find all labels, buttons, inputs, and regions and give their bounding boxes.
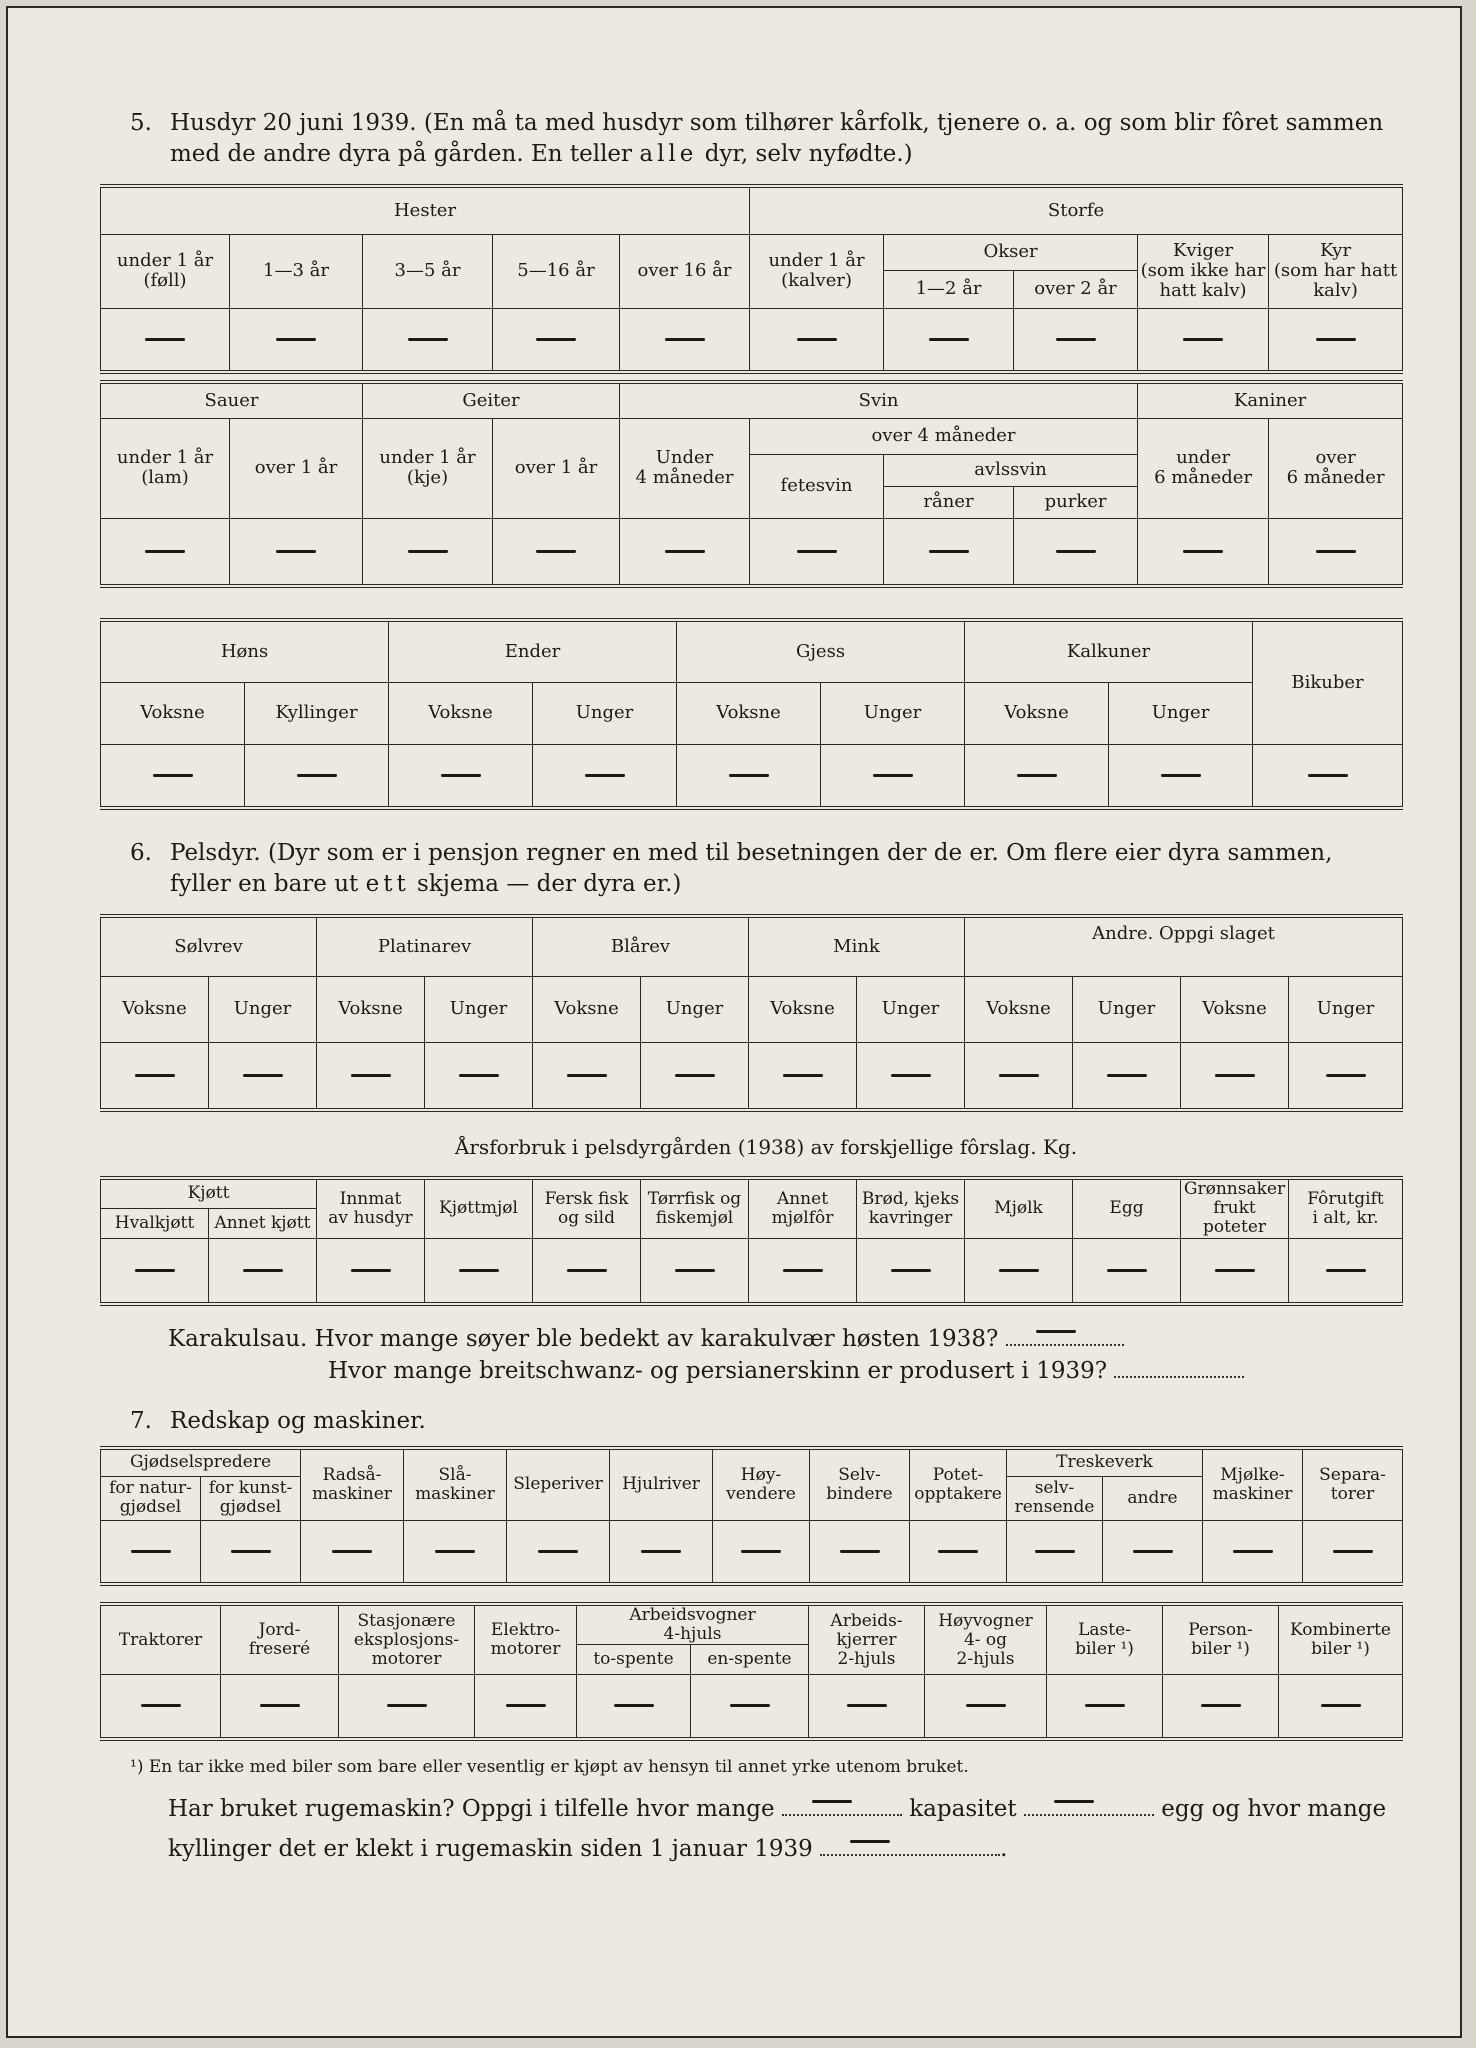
col-sleperiver: Sleperiver: [507, 1448, 610, 1520]
cell-entry[interactable]: [620, 308, 750, 372]
col-traktorer: Traktorer: [101, 1604, 221, 1675]
header-hester: Hester: [101, 186, 750, 234]
section-5-line2-spaced: alle: [639, 141, 698, 167]
blank-mark: [243, 1269, 283, 1272]
cell-entry[interactable]: [965, 744, 1109, 808]
blank-mark: [1215, 1074, 1255, 1077]
blank-mark: [840, 1550, 880, 1553]
blank-mark: [1107, 1269, 1147, 1272]
col-1-3: 1—3 år: [230, 234, 363, 308]
karakul-q1: [168, 1324, 1398, 1354]
cell-entry[interactable]: [1203, 1520, 1303, 1584]
cell-entry[interactable]: [910, 1520, 1007, 1584]
blank-mark: [459, 1074, 499, 1077]
col-over16: over 16 år: [620, 234, 750, 308]
blank-mark: [260, 1704, 300, 1707]
col-voksne: Voksne: [1181, 976, 1289, 1042]
col-potetopptakere: Potet- opptakere: [910, 1448, 1007, 1520]
header-geiter: Geiter: [363, 382, 620, 418]
blank-mark: [614, 1704, 654, 1707]
section-5-number: 5.: [130, 110, 152, 136]
blank-mark: [1326, 1269, 1366, 1272]
ruge-period: .: [1000, 1836, 1008, 1862]
cell-entry[interactable]: [209, 1238, 317, 1304]
cell-entry[interactable]: [677, 744, 821, 808]
blank-mark: [850, 1840, 890, 1843]
col-kyr: Kyr (som har hatt kalv): [1269, 234, 1403, 308]
cell-entry[interactable]: [620, 518, 750, 586]
header-sauer: Sauer: [101, 382, 363, 418]
col-gronnsaker: Grønnsaker frukt poteter: [1181, 1178, 1289, 1238]
blank-mark: [408, 550, 448, 553]
col-lastebiler: Laste- biler ¹): [1047, 1604, 1163, 1675]
cell-entry[interactable]: [1181, 1238, 1289, 1304]
blank-mark: [506, 1704, 546, 1707]
blank-mark: [665, 550, 705, 553]
cell-entry[interactable]: [884, 518, 1014, 586]
blank-mark: [797, 550, 837, 553]
cell-entry[interactable]: [749, 1238, 857, 1304]
header-kjott: Kjøtt: [101, 1178, 317, 1208]
section-5-text: [130, 108, 1402, 170]
blank-mark: [131, 1550, 171, 1553]
blank-mark: [730, 1704, 770, 1707]
col-unger: Unger: [1073, 976, 1181, 1042]
section-6-line2b: skjema — der dyra er.): [417, 871, 682, 897]
fur-animals-table: [100, 914, 1403, 1112]
cell-entry[interactable]: [221, 1675, 339, 1739]
blank-mark: [929, 550, 969, 553]
cell-entry[interactable]: [101, 518, 230, 586]
cell-entry[interactable]: [1163, 1675, 1279, 1739]
blank-mark: [1215, 1269, 1255, 1272]
col-ender-unger: Unger: [533, 682, 677, 744]
cell-entry[interactable]: [857, 1238, 965, 1304]
ruge-kapasitet: kapasitet: [909, 1796, 1017, 1822]
blank-mark: [536, 338, 576, 341]
col-slamaskiner: Slå- maskiner: [404, 1448, 507, 1520]
cell-entry[interactable]: [750, 308, 884, 372]
livestock-table-sheep-goats-pigs: [100, 380, 1403, 588]
cell-entry[interactable]: [1289, 1238, 1403, 1304]
col-mjolk: Mjølk: [965, 1178, 1073, 1238]
cell-entry[interactable]: [810, 1520, 910, 1584]
col-hjulriver: Hjulriver: [610, 1448, 713, 1520]
col-egg: Egg: [1073, 1178, 1181, 1238]
header-bikuber: Bikuber: [1253, 620, 1403, 744]
cell-entry[interactable]: [209, 1042, 317, 1110]
blank-mark: [783, 1074, 823, 1077]
cell-entry[interactable]: [691, 1675, 809, 1739]
col-raner: råner: [884, 486, 1014, 518]
col-unger: Unger: [1289, 976, 1403, 1042]
col-annet-mjolfor: Annet mjølfôr: [749, 1178, 857, 1238]
blank-mark: [351, 1074, 391, 1077]
blank-mark: [1321, 1704, 1361, 1707]
col-voksne: Voksne: [317, 976, 425, 1042]
cell-entry[interactable]: [1014, 308, 1138, 372]
cell-entry[interactable]: [1073, 1238, 1181, 1304]
cell-entry[interactable]: [1109, 744, 1253, 808]
cell-entry[interactable]: [1269, 308, 1403, 372]
blank-mark: [145, 338, 185, 341]
cell-entry[interactable]: [857, 1042, 965, 1110]
cell-entry[interactable]: [425, 1042, 533, 1110]
blank-mark: [665, 338, 705, 341]
header-svin: Svin: [620, 382, 1138, 418]
cell-entry[interactable]: [1073, 1042, 1181, 1110]
col-jordfresere: Jord- freseré: [221, 1604, 339, 1675]
blank-mark: [1017, 774, 1057, 777]
footnote: ¹) En tar ikke med biler som bare eller vesentlig er kjøpt av hensyn til annet yrke utenom bruket.: [130, 1757, 969, 1777]
cell-entry[interactable]: [884, 308, 1014, 372]
cell-entry[interactable]: [230, 518, 363, 586]
col-brod: Brød, kjeks kavringer: [857, 1178, 965, 1238]
cell-entry[interactable]: [533, 1042, 641, 1110]
header-andre: Andre. Oppgi slaget: [965, 916, 1403, 976]
col-kalver: under 1 år (kalver): [750, 234, 884, 308]
header-solvrev: Sølvrev: [101, 916, 317, 976]
col-to-spente: to-spente: [577, 1645, 691, 1675]
col-kyllinger: Kyllinger: [245, 682, 389, 744]
header-okser: Okser: [884, 234, 1138, 270]
col-kjottmjol: Kjøttmjøl: [425, 1178, 533, 1238]
rugemaskin-line2: [168, 1834, 1402, 1864]
cell-entry[interactable]: [101, 1520, 201, 1584]
cell-entry[interactable]: [317, 1238, 425, 1304]
col-personbiler: Person- biler ¹): [1163, 1604, 1279, 1675]
blank-mark: [1056, 338, 1096, 341]
cell-entry[interactable]: [1138, 308, 1269, 372]
blank-mark: [1316, 550, 1356, 553]
blank-mark: [812, 1800, 852, 1803]
blank-mark: [297, 774, 337, 777]
col-kalkuner-unger: Unger: [1109, 682, 1253, 744]
cell-entry[interactable]: [925, 1675, 1047, 1739]
blank-mark: [741, 1550, 781, 1553]
section-5-line2a: med de andre dyra på gården. En teller: [170, 141, 633, 167]
ruge-count-answer[interactable]: [782, 1794, 902, 1816]
blank-mark: [1183, 550, 1223, 553]
blank-mark: [387, 1704, 427, 1707]
col-gjess-unger: Unger: [821, 682, 965, 744]
blank-mark: [135, 1269, 175, 1272]
col-naturgjodsel: for natur- gjødsel: [101, 1476, 201, 1520]
col-annet-kjott: Annet kjøtt: [209, 1208, 317, 1238]
col-kunstgjodsel: for kunst- gjødsel: [201, 1476, 301, 1520]
cell-entry[interactable]: [641, 1042, 749, 1110]
blank-mark: [1161, 774, 1201, 777]
blank-mark: [351, 1269, 391, 1272]
header-arbeidsvogner: Arbeidsvogner 4-hjuls: [577, 1604, 809, 1645]
blank-mark: [567, 1074, 607, 1077]
blank-mark: [891, 1074, 931, 1077]
col-geit-over1: over 1 år: [493, 418, 620, 518]
col-hvalkjott: Hvalkjøtt: [101, 1208, 209, 1238]
cell-entry[interactable]: [339, 1675, 475, 1739]
col-voksne: Voksne: [533, 976, 641, 1042]
cell-entry[interactable]: [317, 1042, 425, 1110]
col-fersk-fisk: Fersk fisk og sild: [533, 1178, 641, 1238]
blank-mark: [1035, 1550, 1075, 1553]
blank-mark: [1036, 1330, 1076, 1333]
col-voksne: Voksne: [101, 976, 209, 1042]
col-radsamaskiner: Radså- maskiner: [301, 1448, 404, 1520]
cell-entry[interactable]: [101, 308, 230, 372]
cell-entry[interactable]: [641, 1238, 749, 1304]
blank-mark: [1201, 1704, 1241, 1707]
col-selvrensende: selv- rensende: [1007, 1476, 1103, 1520]
livestock-table-horses-cattle: [100, 184, 1403, 374]
cell-entry[interactable]: [610, 1520, 713, 1584]
poultry-table: [100, 618, 1403, 810]
col-kje: under 1 år (kje): [363, 418, 493, 518]
cell-entry[interactable]: [1181, 1042, 1289, 1110]
feed-table: [100, 1176, 1403, 1306]
col-kviger: Kviger (som ikke har hatt kalv): [1138, 234, 1269, 308]
cell-entry[interactable]: [201, 1520, 301, 1584]
ruge-question: Har bruket rugemaskin? Oppgi i tilfelle hvor mange: [168, 1796, 775, 1822]
blank-mark: [729, 774, 769, 777]
blank-mark: [938, 1550, 978, 1553]
equipment-table-1: [100, 1446, 1403, 1586]
col-kombinerte: Kombinerte biler ¹): [1279, 1604, 1403, 1675]
blank-mark: [1107, 1074, 1147, 1077]
cell-entry[interactable]: [1103, 1520, 1203, 1584]
blank-mark: [847, 1704, 887, 1707]
col-3-5: 3—5 år: [363, 234, 493, 308]
blank-mark: [1133, 1550, 1173, 1553]
blank-mark: [153, 774, 193, 777]
cell-entry[interactable]: [1138, 518, 1269, 586]
cell-entry[interactable]: [1279, 1675, 1403, 1739]
cell-entry[interactable]: [1303, 1520, 1403, 1584]
blank-mark: [1054, 1800, 1094, 1803]
cell-entry[interactable]: [1253, 744, 1403, 808]
col-okser-1-2: 1—2 år: [884, 270, 1014, 308]
karakul-q2-answer[interactable]: [1114, 1356, 1244, 1378]
header-platinarev: Platinarev: [317, 916, 533, 976]
ruge-capacity-answer[interactable]: [1024, 1794, 1154, 1816]
blank-mark: [435, 1550, 475, 1553]
cell-entry[interactable]: [749, 1042, 857, 1110]
col-fetesvin: fetesvin: [750, 454, 884, 518]
col-arbeidskjerrer: Arbeids- kjerrer 2-hjuls: [809, 1604, 925, 1675]
section-6-line2-spaced: ett: [365, 871, 410, 897]
col-kanin-over6: over 6 måneder: [1269, 418, 1403, 518]
ruge-egg: egg og hvor mange: [1161, 1796, 1387, 1822]
col-selvbindere: Selv- bindere: [810, 1448, 910, 1520]
col-hoyvogner: Høyvogner 4- og 2-hjuls: [925, 1604, 1047, 1675]
section-6-text: [130, 838, 1402, 900]
cell-entry[interactable]: [425, 1238, 533, 1304]
header-kaniner: Kaniner: [1138, 382, 1403, 418]
cell-entry[interactable]: [101, 1238, 209, 1304]
blank-mark: [999, 1269, 1039, 1272]
karakul-q2: [328, 1356, 1398, 1386]
blank-mark: [641, 1550, 681, 1553]
blank-mark: [873, 774, 913, 777]
col-voksne: Voksne: [965, 976, 1073, 1042]
col-gjess-voksne: Voksne: [677, 682, 821, 744]
col-hons-voksne: Voksne: [101, 682, 245, 744]
col-foll: under 1 år (føll): [101, 234, 230, 308]
col-unger: Unger: [425, 976, 533, 1042]
cell-entry[interactable]: [1269, 518, 1403, 586]
cell-entry[interactable]: [533, 1238, 641, 1304]
col-lam: under 1 år (lam): [101, 418, 230, 518]
blank-mark: [459, 1269, 499, 1272]
blank-mark: [243, 1074, 283, 1077]
blank-mark: [675, 1074, 715, 1077]
col-unger: Unger: [209, 976, 317, 1042]
blank-mark: [538, 1550, 578, 1553]
col-en-spente: en-spente: [691, 1645, 809, 1675]
cell-entry[interactable]: [821, 744, 965, 808]
col-mjolkemaskiner: Mjølke- maskiner: [1203, 1448, 1303, 1520]
col-elektromotorer: Elektro- motorer: [475, 1604, 577, 1675]
blank-mark: [1233, 1550, 1273, 1553]
header-mink: Mink: [749, 916, 965, 976]
blank-mark: [536, 550, 576, 553]
section-7-number: 7.: [130, 1408, 152, 1434]
blank-mark: [145, 550, 185, 553]
karakul-q1-answer[interactable]: [1006, 1324, 1124, 1346]
header-avlssvin: avlssvin: [884, 454, 1138, 486]
col-torrfisk: Tørrfisk og fiskemjøl: [641, 1178, 749, 1238]
section-6-line1: Pelsdyr. (Dyr som er i pensjon regner en med til besetningen der de er. Om flere eier dyra sammen,: [170, 840, 1333, 866]
header-hons: Høns: [101, 620, 389, 682]
section-6-number: 6.: [130, 840, 152, 866]
header-gjodselspredere: Gjødselspredere: [101, 1448, 301, 1476]
cell-entry[interactable]: [750, 518, 884, 586]
cell-entry[interactable]: [965, 1042, 1073, 1110]
cell-entry[interactable]: [245, 744, 389, 808]
karakul-q2-text: Hvor mange breitschwanz- og persianerskinn er produsert i 1939?: [328, 1358, 1108, 1384]
cell-entry[interactable]: [1014, 518, 1138, 586]
header-blarev: Blårev: [533, 916, 749, 976]
cell-entry[interactable]: [493, 308, 620, 372]
col-forutgift: Fôrutgift i alt, kr.: [1289, 1178, 1403, 1238]
equipment-table-2: [100, 1602, 1403, 1741]
col-sau-over1: over 1 år: [230, 418, 363, 518]
header-gjess: Gjess: [677, 620, 965, 682]
cell-entry[interactable]: [101, 744, 245, 808]
blank-mark: [1183, 338, 1223, 341]
cell-entry[interactable]: [389, 744, 533, 808]
blank-mark: [441, 774, 481, 777]
blank-mark: [276, 550, 316, 553]
cell-entry[interactable]: [809, 1675, 925, 1739]
cell-entry[interactable]: [1047, 1675, 1163, 1739]
header-storfe: Storfe: [750, 186, 1403, 234]
cell-entry[interactable]: [507, 1520, 610, 1584]
blank-mark: [797, 338, 837, 341]
header-over4: over 4 måneder: [750, 418, 1138, 454]
cell-entry[interactable]: [363, 308, 493, 372]
col-hoyvendere: Høy- vendere: [713, 1448, 810, 1520]
ruge-kyllinger: kyllinger det er klekt i rugemaskin siden 1 januar 1939: [168, 1836, 813, 1862]
header-kalkuner: Kalkuner: [965, 620, 1253, 682]
blank-mark: [891, 1269, 931, 1272]
cell-entry[interactable]: [577, 1675, 691, 1739]
section-7-text: [130, 1406, 1402, 1437]
col-voksne: Voksne: [749, 976, 857, 1042]
blank-mark: [966, 1704, 1006, 1707]
cell-entry[interactable]: [533, 744, 677, 808]
blank-mark: [276, 338, 316, 341]
cell-entry[interactable]: [713, 1520, 810, 1584]
section-6-line2a: fyller en bare ut: [170, 871, 359, 897]
col-unger: Unger: [641, 976, 749, 1042]
blank-mark: [675, 1269, 715, 1272]
cell-entry[interactable]: [101, 1042, 209, 1110]
cell-entry[interactable]: [101, 1675, 221, 1739]
header-treskeverk: Treskeverk: [1007, 1448, 1203, 1476]
blank-mark: [1326, 1074, 1366, 1077]
blank-mark: [332, 1550, 372, 1553]
blank-mark: [141, 1704, 181, 1707]
section-7-title: Redskap og maskiner.: [170, 1408, 426, 1434]
blank-mark: [231, 1550, 271, 1553]
col-stasjonaere: Stasjonære eksplosjons- motorer: [339, 1604, 475, 1675]
blank-mark: [999, 1074, 1039, 1077]
blank-mark: [1308, 774, 1348, 777]
col-kanin-under6: under 6 måneder: [1138, 418, 1269, 518]
blank-mark: [408, 338, 448, 341]
blank-mark: [783, 1269, 823, 1272]
section-5-line1: Husdyr 20 juni 1939. (En må ta med husdyr som tilhører kårfolk, tjenere o. a. og som blir fôret sammen: [170, 110, 1384, 136]
col-purker: purker: [1014, 486, 1138, 518]
col-unger: Unger: [857, 976, 965, 1042]
col-ender-voksne: Voksne: [389, 682, 533, 744]
cell-entry[interactable]: [363, 518, 493, 586]
cell-entry[interactable]: [404, 1520, 507, 1584]
col-separatorer: Separa- torer: [1303, 1448, 1403, 1520]
cell-entry[interactable]: [475, 1675, 577, 1739]
blank-mark: [1085, 1704, 1125, 1707]
blank-mark: [1333, 1550, 1373, 1553]
col-innmat: Innmat av husdyr: [317, 1178, 425, 1238]
col-okser-over2: over 2 år: [1014, 270, 1138, 308]
rugemaskin-line1: [168, 1794, 1402, 1824]
blank-mark: [585, 774, 625, 777]
col-svin-under4: Under 4 måneder: [620, 418, 750, 518]
blank-mark: [567, 1269, 607, 1272]
col-andre: andre: [1103, 1476, 1203, 1520]
blank-mark: [929, 338, 969, 341]
form-sheet: [6, 6, 1462, 2038]
karakul-label: Karakulsau.: [168, 1326, 308, 1352]
cell-entry[interactable]: [493, 518, 620, 586]
header-ender: Ender: [389, 620, 677, 682]
blank-mark: [1316, 338, 1356, 341]
cell-entry[interactable]: [965, 1238, 1073, 1304]
cell-entry[interactable]: [1007, 1520, 1103, 1584]
blank-mark: [135, 1074, 175, 1077]
feed-title: Årsforbruk i pelsdyrgården (1938) av forskjellige fôrslag. Kg.: [454, 1135, 1078, 1159]
ruge-chicks-answer[interactable]: [820, 1834, 1000, 1856]
karakul-q1-text: Hvor mange søyer ble bedekt av karakulvær høsten 1938?: [314, 1326, 999, 1352]
section-5-line2b: dyr, selv nyfødte.): [704, 141, 913, 167]
col-5-16: 5—16 år: [493, 234, 620, 308]
cell-entry[interactable]: [1289, 1042, 1403, 1110]
blank-mark: [1056, 550, 1096, 553]
cell-entry[interactable]: [230, 308, 363, 372]
cell-entry[interactable]: [301, 1520, 404, 1584]
col-kalkuner-voksne: Voksne: [965, 682, 1109, 744]
